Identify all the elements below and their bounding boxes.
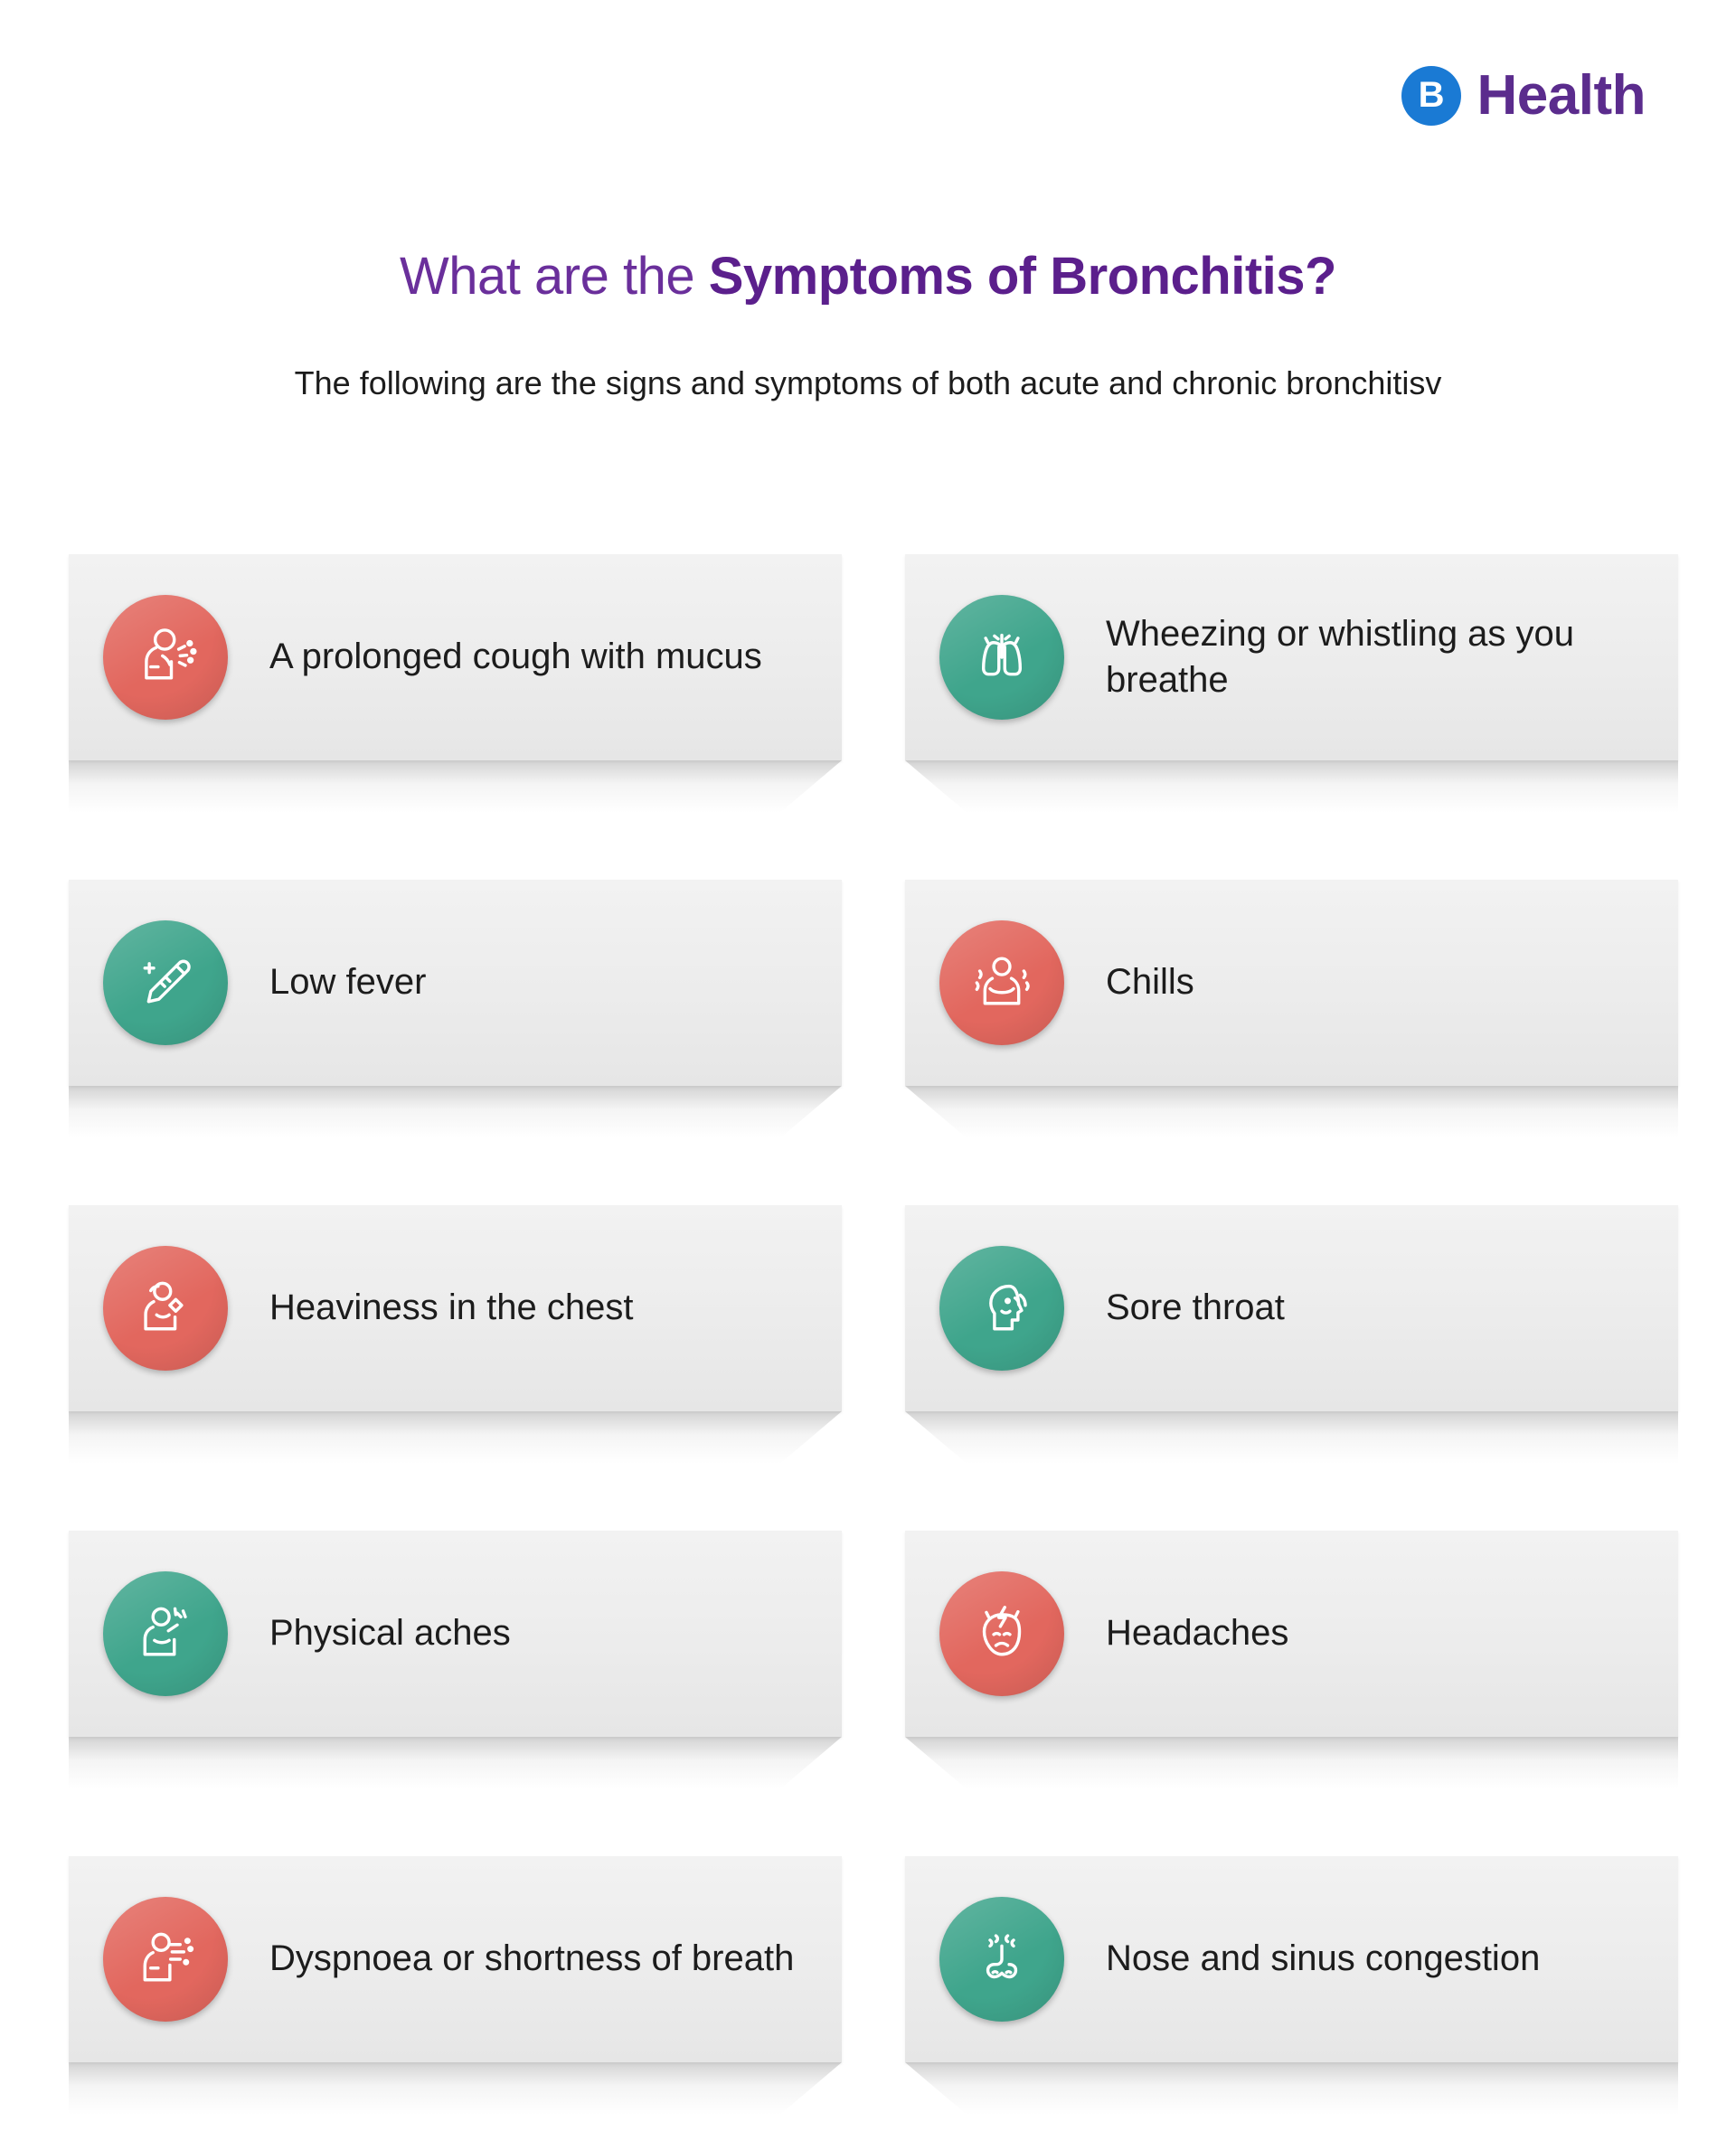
symptom-label: Wheezing or whistling as you breathe bbox=[1106, 613, 1575, 700]
symptom-label: A prolonged cough with mucus bbox=[269, 637, 762, 677]
lungs-icon bbox=[939, 595, 1064, 720]
headache-face-icon bbox=[939, 1571, 1064, 1696]
card-shadow-fold bbox=[69, 1737, 842, 1789]
card-shadow-fold bbox=[905, 760, 1678, 813]
card-shadow-fold bbox=[69, 760, 842, 813]
chest-pain-icon bbox=[103, 1246, 228, 1371]
symptom-card bbox=[905, 554, 1678, 848]
symptom-label: Heaviness in the chest bbox=[269, 1287, 634, 1328]
symptom-card-body bbox=[905, 1531, 1678, 1737]
shivering-person-icon bbox=[939, 920, 1064, 1045]
symptom-card-body bbox=[69, 554, 842, 760]
symptom-card-body bbox=[905, 1856, 1678, 2062]
card-shadow-fold bbox=[69, 1411, 842, 1464]
symptom-card-body bbox=[69, 1856, 842, 2062]
brand-name: Health bbox=[1477, 64, 1646, 127]
card-shadow-fold bbox=[905, 1086, 1678, 1138]
card-shadow-fold bbox=[69, 2062, 842, 2115]
symptom-label: Headaches bbox=[1106, 1613, 1289, 1654]
symptoms-grid bbox=[69, 554, 1678, 2150]
symptom-card bbox=[69, 880, 842, 1174]
card-shadow-fold bbox=[905, 2062, 1678, 2115]
symptom-card bbox=[905, 1205, 1678, 1499]
page-title-bold: Symptoms of Bronchitis? bbox=[708, 247, 1336, 306]
symptom-label: Physical aches bbox=[269, 1613, 511, 1654]
page-title-light: What are the bbox=[400, 247, 709, 306]
symptom-card bbox=[69, 554, 842, 848]
thermometer-icon bbox=[103, 920, 228, 1045]
nose-sinus-icon bbox=[939, 1897, 1064, 2022]
symptom-card-body bbox=[69, 1531, 842, 1737]
symptom-card-body bbox=[905, 880, 1678, 1086]
card-shadow-fold bbox=[905, 1737, 1678, 1789]
card-shadow-fold bbox=[905, 1411, 1678, 1464]
page-subtitle: The following are the signs and symptoms of both acute and chronic bronchitisv bbox=[294, 364, 1442, 401]
symptom-label: Nose and sinus congestion bbox=[1106, 1938, 1541, 1979]
symptom-card bbox=[905, 1856, 1678, 2150]
sore-throat-head-icon bbox=[939, 1246, 1064, 1371]
body-ache-person-icon bbox=[103, 1571, 228, 1696]
shortness-of-breath-icon bbox=[103, 1897, 228, 2022]
symptom-label: Chills bbox=[1106, 962, 1194, 1003]
card-shadow-fold bbox=[69, 1086, 842, 1138]
symptom-card-body bbox=[905, 554, 1678, 760]
symptom-card-body bbox=[905, 1205, 1678, 1411]
symptom-label: Sore throat bbox=[1106, 1287, 1285, 1328]
brand-logo bbox=[1401, 63, 1646, 127]
symptom-card bbox=[69, 1856, 842, 2150]
page-title bbox=[0, 246, 1736, 306]
bajaj-b-logo-icon bbox=[1401, 66, 1461, 126]
symptom-card-body bbox=[69, 1205, 842, 1411]
brand-mark-letter: B bbox=[1418, 74, 1444, 115]
coughing-person-icon bbox=[103, 595, 228, 720]
symptom-card bbox=[905, 880, 1678, 1174]
symptom-label: Dyspnoea or shortness of breath bbox=[269, 1938, 795, 1979]
symptom-card bbox=[69, 1531, 842, 1825]
symptom-card-body bbox=[69, 880, 842, 1086]
symptom-label: Low fever bbox=[269, 962, 427, 1003]
symptom-card bbox=[905, 1531, 1678, 1825]
symptom-card bbox=[69, 1205, 842, 1499]
